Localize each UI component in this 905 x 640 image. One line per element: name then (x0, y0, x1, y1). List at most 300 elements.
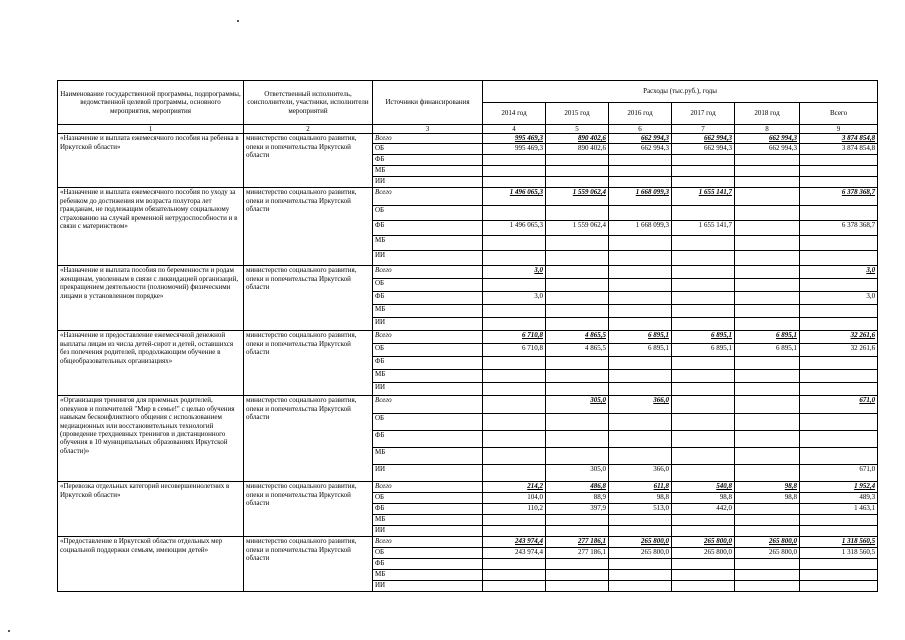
amount-cell (483, 177, 546, 188)
amount-cell (672, 465, 735, 482)
funding-source: МБ (373, 448, 483, 465)
amount-cell (609, 331, 672, 344)
amount-cell (800, 370, 878, 383)
scan-speck (8, 630, 10, 632)
amount-cell (672, 331, 735, 344)
amount-cell (483, 166, 546, 177)
amount-value: 98,8 (719, 493, 732, 502)
amount-cell (546, 493, 609, 504)
amount-cell (735, 166, 800, 177)
amount-cell (800, 177, 878, 188)
amount-cell (546, 370, 609, 383)
funding-source: ИИ (373, 177, 483, 188)
amount-cell (672, 236, 735, 251)
funding-source: Всего (373, 134, 483, 144)
amount-cell (609, 396, 672, 414)
amount-cell (735, 344, 800, 357)
amount-cell (735, 493, 800, 504)
amount-value: 611,8 (653, 482, 669, 491)
amount-cell (546, 331, 609, 344)
funding-source: ИИ (373, 251, 483, 266)
amount-value: 1 463,1 (854, 504, 876, 513)
amount-value: 3,0 (534, 292, 543, 301)
amount-value: 486,8 (590, 482, 606, 491)
amount-value: 6 710,8 (522, 344, 543, 353)
amount-cell (800, 465, 878, 482)
amount-cell (672, 221, 735, 236)
amount-cell (672, 493, 735, 504)
funding-source: Всего (373, 537, 483, 548)
amount-cell (735, 305, 800, 318)
amount-cell (609, 383, 672, 396)
amount-cell (735, 134, 800, 144)
amount-value: 1 668 099,3 (635, 188, 669, 197)
funding-source: ИИ (373, 465, 483, 482)
funding-source: ИИ (373, 581, 483, 592)
column-number: 8 (735, 125, 800, 134)
amount-cell (735, 581, 800, 592)
amount-cell (800, 144, 878, 155)
funding-source: ФБ (373, 155, 483, 166)
amount-cell (483, 515, 546, 526)
amount-value: 671,0 (859, 465, 876, 474)
measure-executor: министерство социального развития, опеки и попечительства Иркутской области (244, 482, 373, 537)
amount-cell (546, 559, 609, 570)
amount-cell (800, 548, 878, 559)
funding-source: МБ (373, 166, 483, 177)
amount-value: 243 974,4 (515, 537, 543, 546)
amount-cell (483, 570, 546, 581)
amount-cell (672, 370, 735, 383)
table-row (58, 482, 878, 493)
amount-cell (672, 155, 735, 166)
amount-cell (672, 292, 735, 305)
amount-value: 3 874 854,8 (841, 134, 876, 143)
amount-value: 3,0 (866, 292, 876, 301)
amount-value: 265 800,0 (769, 548, 797, 557)
amount-cell (800, 414, 878, 431)
amount-cell (672, 537, 735, 548)
header-year: 2016 год (609, 103, 672, 125)
amount-cell (672, 504, 735, 515)
amount-cell (672, 266, 735, 279)
amount-cell (546, 548, 609, 559)
amount-cell (483, 155, 546, 166)
amount-value: 890 402,6 (578, 134, 606, 143)
amount-value: 3,0 (534, 266, 543, 275)
amount-value: 277 186,1 (578, 537, 606, 546)
amount-cell (800, 206, 878, 221)
amount-cell (735, 177, 800, 188)
amount-cell (483, 144, 546, 155)
amount-cell (609, 570, 672, 581)
funding-source: ИИ (373, 383, 483, 396)
measure-name: «Предоставление в Иркутской области отдельных мер социальной поддержки семьям, имеющим детей» (58, 537, 244, 592)
funding-source: МБ (373, 570, 483, 581)
amount-cell (800, 570, 878, 581)
amount-cell (800, 331, 878, 344)
amount-value: 4 865,5 (585, 331, 606, 340)
amount-cell (800, 526, 878, 537)
amount-cell (800, 559, 878, 570)
amount-cell (672, 188, 735, 206)
amount-cell (609, 548, 672, 559)
amount-cell (609, 581, 672, 592)
amount-value: 98,8 (784, 482, 797, 491)
amount-cell (609, 144, 672, 155)
amount-cell (735, 482, 800, 493)
amount-cell (800, 305, 878, 318)
amount-cell (800, 279, 878, 292)
amount-cell (672, 383, 735, 396)
amount-cell (483, 581, 546, 592)
amount-value: 277 186,1 (578, 548, 606, 557)
measure-name: «Организация тренингов для приемных родителей, опекунов и попечителей "Мир в семье!" с целью обучения навыкам бесконфликтного общения с использованием медиационных или восстановительных технологий (проведение трехдневных тренингов и дистанционного обучения в 10 муниципальных образованиях Иркутской области)» (58, 396, 244, 482)
amount-value: 265 800,0 (769, 537, 797, 546)
amount-cell (483, 548, 546, 559)
measure-name: «Перевозка отдельных категорий несовершеннолетних в Иркутской области» (58, 482, 244, 537)
amount-cell (546, 526, 609, 537)
amount-cell (483, 537, 546, 548)
amount-value: 32 261,6 (850, 344, 876, 353)
amount-value: 489,3 (859, 493, 876, 502)
amount-cell (546, 465, 609, 482)
funding-source: ИИ (373, 526, 483, 537)
amount-value: 98,8 (656, 493, 669, 502)
amount-cell (483, 251, 546, 266)
amount-cell (800, 221, 878, 236)
measure-executor: министерство социального развития, опеки и попечительства Иркутской области (244, 266, 373, 331)
amount-cell (735, 292, 800, 305)
amount-value: 1 952,4 (854, 482, 876, 491)
header-year: 2017 год (672, 103, 735, 125)
amount-value: 662 994,3 (769, 134, 797, 143)
amount-cell (735, 537, 800, 548)
amount-value: 110,2 (527, 504, 543, 513)
amount-value: 995 469,3 (515, 144, 543, 153)
funding-source: МБ (373, 236, 483, 251)
amount-cell (735, 526, 800, 537)
amount-cell (800, 344, 878, 357)
amount-value: 265 800,0 (704, 537, 732, 546)
amount-cell (483, 318, 546, 331)
amount-cell (483, 357, 546, 370)
amount-cell (800, 515, 878, 526)
amount-cell (800, 537, 878, 548)
amount-value: 88,9 (593, 493, 606, 502)
amount-cell (800, 251, 878, 266)
amount-cell (483, 559, 546, 570)
amount-cell (609, 482, 672, 493)
amount-value: 1 318 560,5 (841, 537, 876, 546)
amount-cell (800, 581, 878, 592)
funding-source: ОБ (373, 144, 483, 155)
amount-value: 662 994,3 (704, 134, 732, 143)
amount-cell (546, 188, 609, 206)
amount-cell (483, 414, 546, 431)
funding-source: ФБ (373, 559, 483, 570)
measure-name: «Назначение и предоставление ежемесячной денежной выплаты лицам из числа детей-сирот и детей, оставшихся без попечения родителей, продолжающим обучение в общеобразовательных организациях» (58, 331, 244, 396)
table-row (58, 396, 878, 414)
measure-executor: министерство социального развития, опеки и попечительства Иркутской области (244, 396, 373, 482)
scan-speck (237, 20, 239, 22)
amount-cell (483, 465, 546, 482)
amount-cell (483, 482, 546, 493)
amount-cell (609, 559, 672, 570)
funding-source: МБ (373, 515, 483, 526)
amount-cell (735, 188, 800, 206)
measure-executor: министерство социального развития, опеки и попечительства Иркутской области (244, 134, 373, 188)
measure-name: «Назначение и выплата ежемесячного пособия по уходу за ребенком до достижения им возраста полутора лет гражданам, не подлежащим обязательному социальному страхованию на случай временной нетрудоспособности и в связи с материнством» (58, 188, 244, 266)
amount-cell (609, 414, 672, 431)
amount-cell (735, 548, 800, 559)
amount-value: 4 865,5 (585, 344, 606, 353)
amount-cell (735, 370, 800, 383)
amount-cell (609, 292, 672, 305)
amount-cell (800, 266, 878, 279)
amount-cell (672, 482, 735, 493)
funding-source: Всего (373, 266, 483, 279)
amount-cell (735, 266, 800, 279)
amount-cell (800, 482, 878, 493)
amount-cell (672, 279, 735, 292)
table-row (58, 537, 878, 548)
table-row (58, 188, 878, 206)
amount-cell (546, 166, 609, 177)
amount-value: 1 668 099,3 (635, 221, 669, 230)
amount-cell (609, 236, 672, 251)
amount-cell (546, 344, 609, 357)
amount-cell (800, 188, 878, 206)
amount-cell (672, 305, 735, 318)
header-year: 2015 год (546, 103, 609, 125)
amount-cell (546, 357, 609, 370)
amount-cell (735, 318, 800, 331)
amount-cell (609, 515, 672, 526)
funding-source: ОБ (373, 548, 483, 559)
amount-cell (735, 515, 800, 526)
funding-source: МБ (373, 305, 483, 318)
amount-cell (672, 357, 735, 370)
amount-cell (800, 292, 878, 305)
amount-cell (546, 431, 609, 448)
amount-value: 662 994,3 (641, 134, 669, 143)
amount-value: 366,0 (653, 465, 669, 474)
funding-source: МБ (373, 370, 483, 383)
amount-cell (483, 292, 546, 305)
amount-cell (609, 370, 672, 383)
amount-cell (546, 581, 609, 592)
amount-cell (609, 318, 672, 331)
measure-executor: министерство социального развития, опеки и попечительства Иркутской области (244, 537, 373, 592)
amount-cell (546, 155, 609, 166)
header-year: Всего (800, 103, 878, 125)
amount-cell (672, 414, 735, 431)
amount-cell (546, 482, 609, 493)
amount-cell (546, 414, 609, 431)
budget-table (57, 80, 878, 592)
column-number: 7 (672, 125, 735, 134)
funding-source: ИИ (373, 318, 483, 331)
amount-value: 305,0 (590, 465, 606, 474)
amount-cell (609, 155, 672, 166)
funding-source: Всего (373, 331, 483, 344)
amount-cell (609, 188, 672, 206)
amount-value: 6 895,1 (648, 331, 669, 340)
funding-source: ФБ (373, 504, 483, 515)
amount-cell (800, 383, 878, 396)
amount-cell (609, 526, 672, 537)
amount-value: 1 559 062,4 (572, 221, 606, 230)
amount-cell (672, 431, 735, 448)
amount-cell (672, 570, 735, 581)
amount-cell (672, 206, 735, 221)
funding-source: ОБ (373, 279, 483, 292)
amount-cell (735, 559, 800, 570)
amount-cell (672, 344, 735, 357)
amount-cell (609, 537, 672, 548)
amount-cell (609, 206, 672, 221)
amount-value: 662 994,3 (769, 144, 797, 153)
amount-cell (546, 305, 609, 318)
amount-cell (483, 493, 546, 504)
amount-cell (672, 177, 735, 188)
amount-cell (672, 559, 735, 570)
amount-value: 6 895,1 (776, 331, 797, 340)
amount-value: 1 655 141,7 (698, 188, 732, 197)
amount-cell (735, 251, 800, 266)
amount-cell (672, 581, 735, 592)
amount-cell (735, 383, 800, 396)
amount-cell (672, 318, 735, 331)
amount-cell (735, 221, 800, 236)
amount-cell (735, 431, 800, 448)
amount-cell (609, 221, 672, 236)
amount-cell (800, 493, 878, 504)
funding-source: ОБ (373, 206, 483, 221)
funding-source: ОБ (373, 493, 483, 504)
amount-cell (483, 221, 546, 236)
funding-source: ФБ (373, 357, 483, 370)
amount-cell (609, 493, 672, 504)
header-year: 2014 год (483, 103, 546, 125)
amount-cell (672, 548, 735, 559)
amount-cell (609, 344, 672, 357)
amount-cell (546, 537, 609, 548)
amount-cell (735, 504, 800, 515)
amount-cell (546, 251, 609, 266)
amount-value: 1 559 062,4 (572, 188, 606, 197)
amount-cell (483, 279, 546, 292)
amount-value: 6 378 368,7 (841, 221, 876, 230)
amount-value: 442,0 (716, 504, 732, 513)
amount-cell (483, 206, 546, 221)
amount-cell (546, 383, 609, 396)
amount-value: 995 469,3 (515, 134, 543, 143)
amount-cell (735, 357, 800, 370)
measure-executor: министерство социального развития, опеки и попечительства Иркутской области (244, 188, 373, 266)
amount-cell (609, 177, 672, 188)
amount-cell (800, 504, 878, 515)
amount-cell (800, 155, 878, 166)
amount-cell (483, 188, 546, 206)
amount-cell (609, 134, 672, 144)
amount-cell (483, 266, 546, 279)
amount-cell (483, 236, 546, 251)
amount-cell (609, 448, 672, 465)
amount-cell (609, 279, 672, 292)
measure-name: «Назначение и выплата ежемесячного пособия на ребенка в Иркутской области» (58, 134, 244, 188)
column-number: 9 (800, 125, 878, 134)
amount-cell (546, 570, 609, 581)
amount-value: 3,0 (866, 266, 876, 275)
amount-cell (609, 266, 672, 279)
amount-cell (609, 431, 672, 448)
amount-cell (546, 448, 609, 465)
amount-cell (735, 206, 800, 221)
amount-cell (735, 570, 800, 581)
column-number: 2 (244, 125, 373, 134)
table-row (58, 331, 878, 344)
funding-source: ФБ (373, 221, 483, 236)
amount-value: 305,0 (590, 396, 606, 405)
amount-cell (735, 414, 800, 431)
measure-name: «Назначение и выплата пособия по беременности и родам женщинам, уволенным в связи с ликвидацией организаций, прекращением деятельности (полномочий) физическими лицами в установленном порядке» (58, 266, 244, 331)
amount-value: 540,8 (716, 482, 732, 491)
amount-value: 1 655 141,7 (698, 221, 732, 230)
amount-value: 662 994,3 (704, 144, 732, 153)
amount-value: 6 895,1 (711, 344, 732, 353)
amount-cell (546, 266, 609, 279)
amount-value: 6 378 368,7 (841, 188, 876, 197)
amount-value: 265 800,0 (641, 537, 669, 546)
amount-cell (483, 448, 546, 465)
amount-value: 265 800,0 (704, 548, 732, 557)
header-expenses: Расходы (тыс.руб.), годы (483, 81, 878, 103)
amount-cell (800, 134, 878, 144)
amount-cell (546, 515, 609, 526)
header-executor: Ответственный исполнитель, соисполнители, участники, исполнители мероприятий (244, 81, 373, 125)
amount-value: 513,0 (653, 504, 669, 513)
amount-cell (800, 166, 878, 177)
amount-cell (546, 236, 609, 251)
amount-cell (800, 431, 878, 448)
amount-cell (546, 292, 609, 305)
amount-value: 6 895,1 (648, 344, 669, 353)
funding-source: ОБ (373, 414, 483, 431)
amount-cell (546, 279, 609, 292)
header-program: Наименование государственной программы, подпрограммы, ведомственной целевой программы, основного мероприятия, мероприятия (58, 81, 244, 125)
amount-cell (672, 515, 735, 526)
amount-cell (672, 134, 735, 144)
amount-cell (483, 383, 546, 396)
amount-cell (609, 357, 672, 370)
amount-cell (672, 166, 735, 177)
amount-value: 1 496 065,3 (509, 221, 543, 230)
amount-cell (483, 504, 546, 515)
amount-value: 1 318 560,5 (841, 548, 876, 557)
amount-cell (672, 251, 735, 266)
measure-executor: министерство социального развития, опеки и попечительства Иркутской области (244, 331, 373, 396)
amount-value: 6 710,8 (522, 331, 543, 340)
amount-value: 6 895,1 (776, 344, 797, 353)
amount-cell (546, 221, 609, 236)
amount-cell (735, 279, 800, 292)
amount-cell (483, 331, 546, 344)
amount-cell (546, 134, 609, 144)
amount-value: 98,8 (784, 493, 797, 502)
amount-cell (609, 305, 672, 318)
